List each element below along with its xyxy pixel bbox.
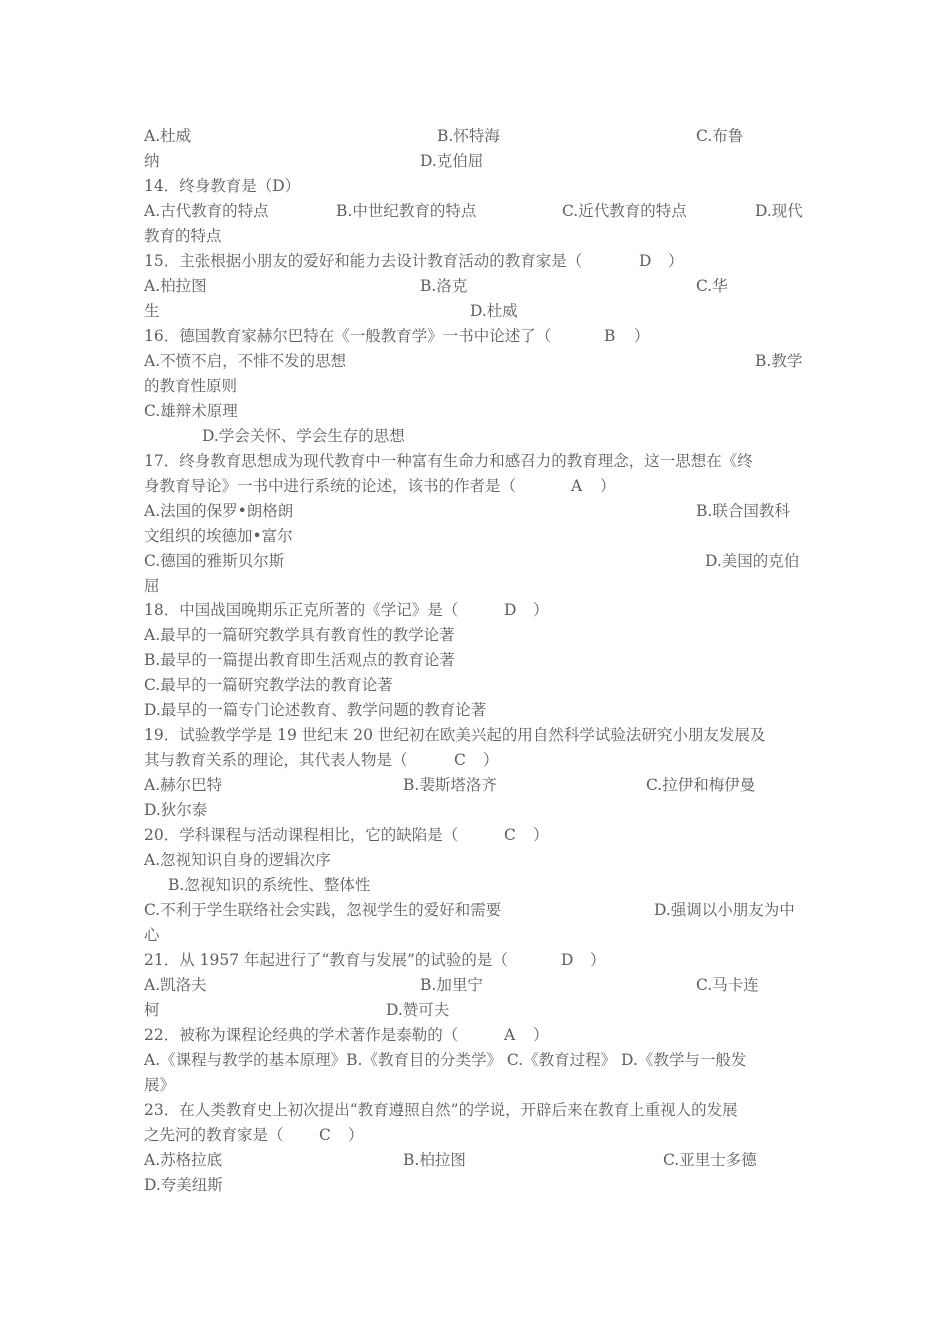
question-line: ） bbox=[483, 751, 499, 769]
option-line: D.强调以小朋友为中 bbox=[654, 901, 795, 919]
answer-key: A bbox=[504, 1026, 516, 1044]
option-line: D.狄尔泰 bbox=[144, 801, 208, 819]
option-line: A.杜威 bbox=[144, 127, 192, 145]
question-line: 20．学科课程与活动课程相比，它的缺陷是（ bbox=[144, 826, 459, 844]
question-line: ） bbox=[590, 951, 606, 969]
option-line: A.最早的一篇研究教学具有教育性的教学论著 bbox=[144, 626, 455, 644]
answer-key: A bbox=[571, 477, 583, 495]
question-line: 21．从 1957 年起进行了“教育与发展”的试验的是（ bbox=[144, 951, 508, 969]
option-line: B.洛克 bbox=[420, 277, 468, 295]
option-line: A.凯洛夫 bbox=[144, 976, 207, 994]
option-line: D.赞可夫 bbox=[386, 1001, 450, 1019]
question-line: 16．德国教育家赫尔巴特在《一般教育学》一书中论述了（ bbox=[144, 327, 552, 345]
option-line: 生 bbox=[144, 302, 160, 320]
option-line: C.近代教育的特点 bbox=[562, 202, 687, 220]
option-line: D.克伯屈 bbox=[420, 152, 484, 170]
option-line: D.夸美纽斯 bbox=[144, 1176, 223, 1194]
option-line: A.不愤不启，不悱不发的思想 bbox=[144, 352, 347, 370]
option-line: A.法国的保罗•朗格朗 bbox=[144, 502, 294, 520]
answer-key: C bbox=[454, 751, 466, 769]
option-line: 纳 bbox=[144, 152, 160, 170]
option-line: D.美国的克伯 bbox=[705, 552, 800, 570]
option-line: 展》 bbox=[144, 1076, 176, 1094]
option-line: C.马卡连 bbox=[696, 976, 759, 994]
option-line: A.赫尔巴特 bbox=[144, 776, 223, 794]
option-line: B.联合国教科 bbox=[696, 502, 790, 520]
option-line: 教育的特点 bbox=[144, 227, 222, 245]
question-line: ） bbox=[533, 1026, 549, 1044]
option-line: C.华 bbox=[696, 277, 728, 295]
option-line: B.最早的一篇提出教育即生活观点的教育论著 bbox=[144, 651, 455, 669]
question-line: ） bbox=[533, 826, 549, 844]
option-line: 屈 bbox=[144, 577, 160, 595]
option-line: C.最早的一篇研究教学法的教育论著 bbox=[144, 676, 393, 694]
option-line: D.学会关怀、学会生存的思想 bbox=[202, 427, 405, 445]
question-line: 19．试验教学学是 19 世纪末 20 世纪初在欧美兴起的用自然科学试验法研究小朋友发展及 bbox=[144, 726, 766, 744]
option-line: A.古代教育的特点 bbox=[144, 202, 269, 220]
question-line: 身教育导论》一书中进行系统的论述，该书的作者是（ bbox=[144, 477, 517, 495]
question-line: 其与教育关系的理论，其代表人物是（ bbox=[144, 751, 408, 769]
option-line: B.加里宁 bbox=[420, 976, 483, 994]
question-line: 15．主张根据小朋友的爱好和能力去设计教育活动的教育家是（ bbox=[144, 252, 583, 270]
option-line: C.布鲁 bbox=[696, 127, 744, 145]
question-line: 18．中国战国晚期乐正克所著的《学记》是（ bbox=[144, 601, 459, 619]
option-line: A.柏拉图 bbox=[144, 277, 207, 295]
question-line: 14．终身教育是（D） bbox=[144, 177, 301, 195]
option-line: 文组织的埃德加•富尔 bbox=[144, 527, 293, 545]
option-line: D.杜威 bbox=[470, 302, 518, 320]
option-line: D.最早的一篇专门论述教育、教学问题的教育论著 bbox=[144, 701, 487, 719]
option-line: 的教育性原则 bbox=[144, 377, 238, 395]
option-line: C.不利于学生联络社会实践，忽视学生的爱好和需要 bbox=[144, 901, 502, 919]
option-line: A.忽视知识自身的逻辑次序 bbox=[144, 851, 331, 869]
option-line: B.柏拉图 bbox=[403, 1151, 466, 1169]
question-line: 23．在人类教育史上初次提出“教育遵照自然”的学说，开辟后来在教育上重视人的发展 bbox=[144, 1101, 738, 1119]
option-line: D.现代 bbox=[755, 202, 803, 220]
option-line: C.亚里士多德 bbox=[663, 1151, 757, 1169]
question-line: 之先河的教育家是（ bbox=[144, 1126, 284, 1144]
answer-key: C bbox=[504, 826, 516, 844]
option-line: B.怀特海 bbox=[437, 127, 500, 145]
question-line: ） bbox=[533, 601, 549, 619]
answer-key: D bbox=[639, 252, 652, 270]
question-line: 17．终身教育思想成为现代教育中一种富有生命力和感召力的教育理念，这一思想在《终 bbox=[144, 452, 753, 470]
option-line: B.忽视知识的系统性、整体性 bbox=[168, 876, 371, 894]
option-line: B.中世纪教育的特点 bbox=[336, 202, 477, 220]
answer-key: D bbox=[561, 951, 574, 969]
question-line: ） bbox=[348, 1126, 364, 1144]
option-line: A.苏格拉底 bbox=[144, 1151, 223, 1169]
option-line: 心 bbox=[144, 926, 160, 944]
option-line: 柯 bbox=[144, 1001, 160, 1019]
option-line: C.德国的雅斯贝尔斯 bbox=[144, 552, 285, 570]
question-line: ） bbox=[600, 477, 616, 495]
question-line: 22．被称为课程论经典的学术著作是泰勒的（ bbox=[144, 1026, 459, 1044]
answer-key: C bbox=[319, 1126, 331, 1144]
answer-key: B bbox=[604, 327, 616, 345]
question-line: ） bbox=[634, 327, 650, 345]
option-line: C.雄辩术原理 bbox=[144, 402, 238, 420]
answer-key: D bbox=[504, 601, 517, 619]
option-line: B.教学 bbox=[755, 352, 803, 370]
option-line: A.《课程与教学的基本原理》B.《教育目的分类学》 C.《教育过程》 D.《教学与一般发 bbox=[144, 1051, 747, 1069]
option-line: C.拉伊和梅伊曼 bbox=[646, 776, 756, 794]
option-line: B.裴斯塔洛齐 bbox=[403, 776, 497, 794]
question-line: ） bbox=[668, 252, 684, 270]
